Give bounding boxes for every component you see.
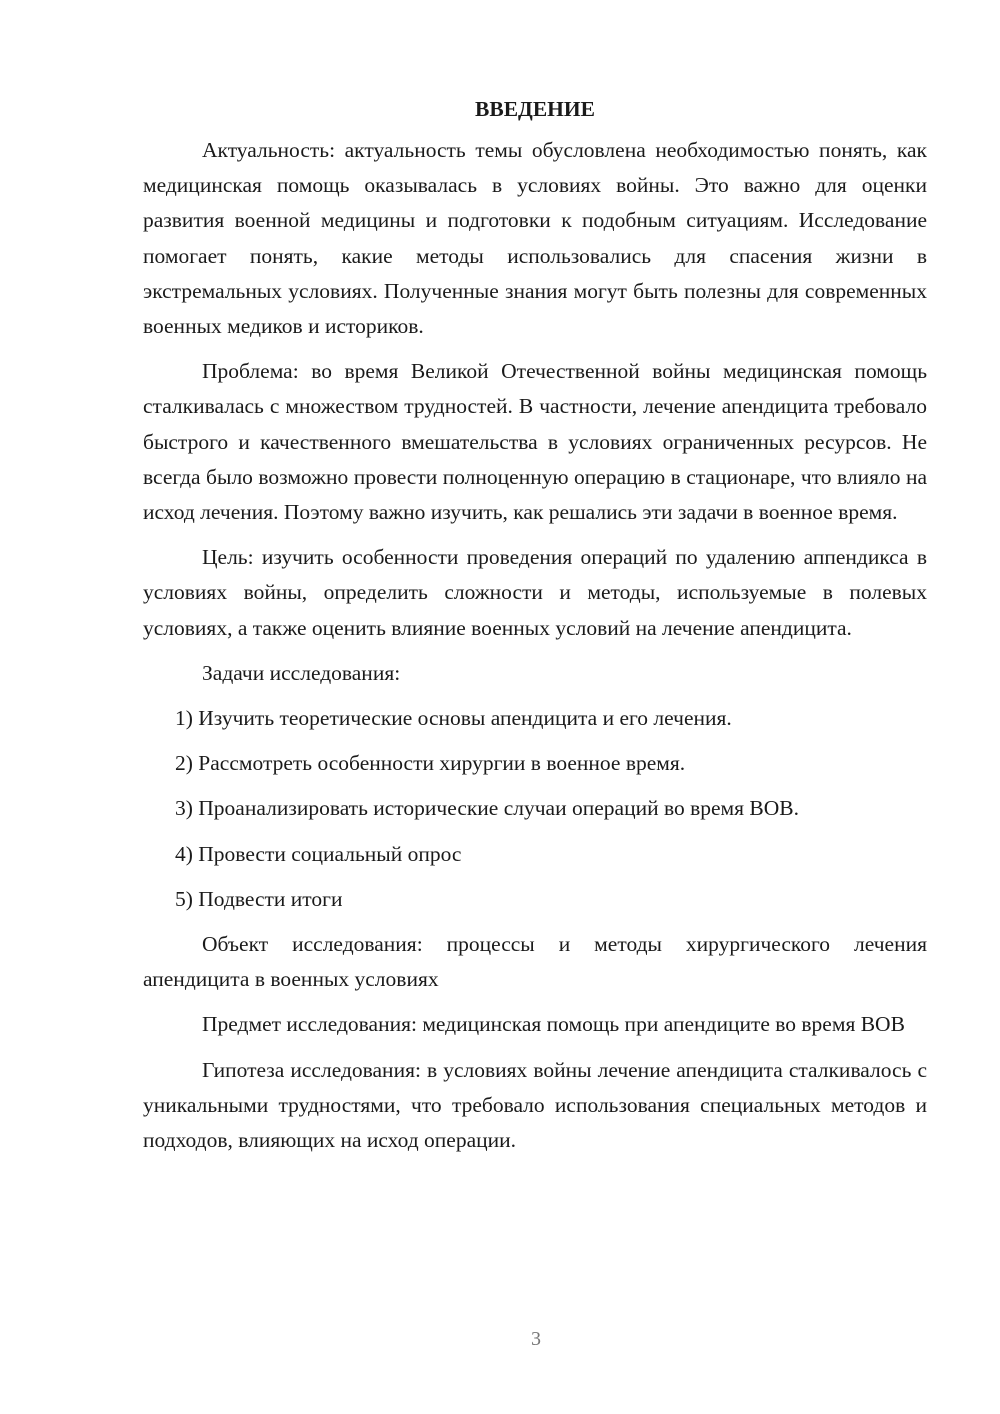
document-title: ВВЕДЕНИЕ bbox=[475, 97, 595, 121]
task-item-4: 4) Провести социальный опрос bbox=[175, 841, 462, 866]
task-item-2: 2) Рассмотреть особенности хирургии в военное время. bbox=[175, 751, 686, 776]
paragraph-goal: Цель: изучить особенности проведения операций по удалению аппендикса в условиях войны, определить сложности и методы, используемые в полевых условиях, а также оценить влияние военных условий на лечение апендицита. bbox=[143, 545, 927, 640]
paragraph-problem: Проблема: во время Великой Отечественной войны медицинская помощь сталкивалась с множеством трудностей. В частности, лечение апендицита требовало быстрого и качественного вмешательства в условиях ограниченных ресурсов. Не всегда было возможно провести полноценную операцию в стационаре, что влияло на исход лечения. Поэтому важно изучить, как решались эти задачи в военное время. bbox=[143, 359, 927, 525]
task-list bbox=[143, 701, 927, 917]
task-item-3: 3) Проанализировать исторические случаи операций во время ВОВ. bbox=[175, 796, 799, 821]
paragraph-subject: Предмет исследования: медицинская помощь при апендиците во время ВОВ bbox=[202, 1012, 905, 1037]
task-item-1: 1) Изучить теоретические основы апендицита и его лечения. bbox=[175, 706, 732, 731]
paragraph-object: Объект исследования: процессы и методы хирургического лечения апендицита в военных условиях bbox=[143, 932, 927, 992]
page-content bbox=[143, 92, 927, 1168]
task-item-5: 5) Подвести итоги bbox=[175, 886, 343, 911]
page-number: 3 bbox=[531, 1328, 541, 1350]
paragraph-hypothesis: Гипотеза исследования: в условиях войны лечение апендицита сталкивалось с уникальными трудностями, что требовало использования специальных методов и подходов, влияющих на исход операции. bbox=[143, 1057, 927, 1153]
tasks-heading: Задачи исследования: bbox=[202, 660, 401, 685]
paragraph-relevance: Актуальность: актуальность темы обусловлена необходимостью понять, как медицинская помощь оказывалась в условиях войны. Это важно для оценки развития военной медицины и подготовки к подобным ситуациям. Исследование помогает понять, какие методы использовались для спасения жизни в экстремальных условиях. Полученные знания могут быть полезны для современных военных медиков и историков. bbox=[143, 138, 927, 339]
